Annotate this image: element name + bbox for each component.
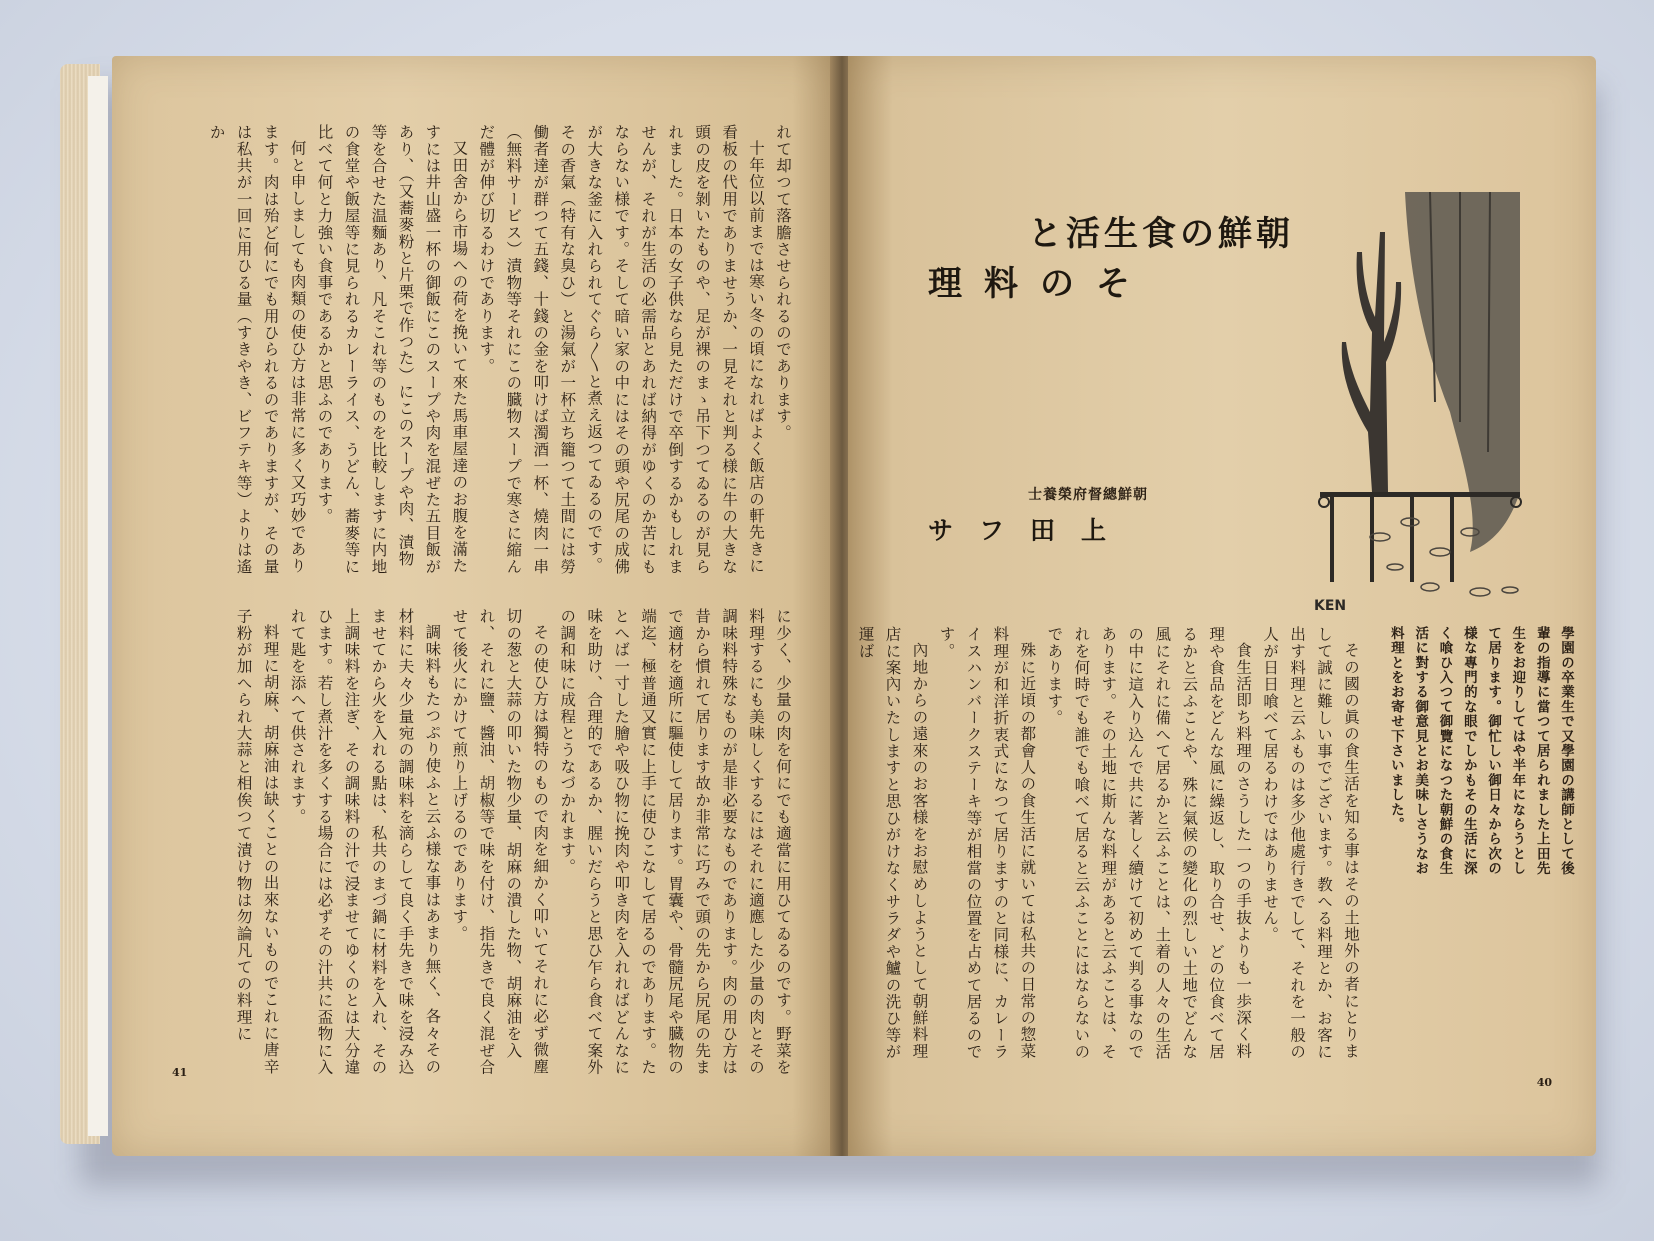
author-affiliation: 士養榮府督總鮮朝 bbox=[1028, 487, 1148, 503]
paragraph: 十年位以前までは寒い冬の頃になればよく飯店の軒先きに看板の代用でありませうか、一見それと判る様に牛の大きな頭の皮を剝いたものや、足が裸のまゝ吊下つてゐるのが見られました。日本の女子供なら見ただけで卒倒するかもしれませんが、それが生活の必需品とあれば納得がゆくのか苦にもならない様です。そして暗い家の中にはその頭や尻尾の成佛が大きな釜に入れられてぐら〳〵と煮え返つてゐるのです。その香氣（特有な臭ひ）と湯氣が一杯立ち籠つて土間には勞働者達が群つて五錢、十錢の金を叩けば濁酒一杯、燒肉一串（無料サービス）漬物等それにこの臓物スープで寒さに縮んだ體が伸び切るわけであります。 bbox=[477, 124, 766, 575]
left-page bbox=[112, 56, 836, 1156]
left-bottom-text-block bbox=[156, 608, 796, 1078]
open-magazine bbox=[60, 56, 1600, 1176]
paragraph: に少く、少量の肉を何にでも適當に用ひてゐるのです。野菜を料理するにも美味しくするにはそれに適應した少量の肉とその調味料特殊なものが是非必要なものであります。肉の用ひ方は昔から慣れて居ります故か非常に巧みで頭の先から尻尾の先まで適材を適所に驅使して居ります。胃囊や、骨髓尻尾や臓物の端迄、極普通又實に上手に使ひこなして居るのであります。たとへば一寸した膾や吸ひ物に挽肉や叩き肉を入れればどんなに味を助け、合理的であるか、腥いだらうと思ひ乍ら食べて案外の調和味に成程とうなづかれます。 bbox=[558, 608, 792, 1076]
paragraph: 料理に胡麻、胡麻油は缺くことの出來ないものでこれに唐辛子粉が加へられ大蒜と相俟つて漬け物は勿論凡ての料理に bbox=[234, 608, 280, 1075]
page-number-right: 40 bbox=[1536, 1076, 1552, 1089]
right-page bbox=[848, 56, 1596, 1156]
tree-curtain-illustration bbox=[1310, 192, 1540, 612]
paragraph: れて却つて落膽させられるのであります。 bbox=[774, 124, 792, 442]
author-name: サフ田上 bbox=[928, 516, 1133, 545]
illustration-signature: KEN bbox=[1314, 598, 1347, 614]
paragraph: 又田舍から市場への荷を挽いて來た馬車屋達のお腹を滿たすには井山盛一杯の御飯にこのスープや肉を混ぜた五目飯があり、（又蕎麥粉と片栗で作つた）にこのスープや肉、漬物等を合せた温麵あり、凡そこれ等のものを比較しますに内地の食堂や飯屋等に見られるカレーライス、うどん、蕎麥等に比べて何と力強い食事であるかと思ふのであります。 bbox=[315, 124, 469, 575]
paragraph: その國の眞の食生活を知る事はその土地外の者にとりまして誠に難しい事でございます。教へる料理とか、お客に出す料理と云ふものは多少他處行きでして、それを一般の人が日日喰べて居るわけではありません。 bbox=[1261, 626, 1360, 1061]
editor-note-text bbox=[1368, 626, 1578, 876]
white-cover-edge bbox=[88, 76, 108, 1136]
paragraph: 食生活即ち料理のさうした一つの手抜よりも一歩深く料理や食品をどんな風に繰返し、取り合せ、どの位食べて居るかと云ふことや、殊に氣候の變化の烈しい土地でどんな風にそれに備へて居るかと云ふことは、土着の人々の生活の中に這入り込んで共に著しく續けて初めて判る事なのであります。その土地に斯んな料理があると云ふことは、それを何時でも誰でも喰べて居ると云ふことにはならないのであります。 bbox=[1045, 626, 1253, 1061]
paragraph: その使ひ方は獨特のもので肉を細かく叩いてそれに必ず微塵切の葱と大蒜の叩いた物少量、胡麻の潰した物、胡麻油を入れ、それに鹽、醬油、胡椒等で味を付け、指先きで良く混ぜ合せて後火にかけて煎り上げるのであります。 bbox=[450, 608, 550, 1076]
right-body-text bbox=[856, 626, 1364, 1066]
left-top-text-block bbox=[156, 124, 796, 576]
paragraph: 內地からの遠來のお客様をお慰めしようとして朝鮮料理店に案內いたしますと思ひがけなくサラダや鱸の洗ひ等が運ば bbox=[856, 626, 929, 1061]
article-title-line-2: 理料のそ bbox=[928, 264, 1152, 304]
page-number-left: 41 bbox=[172, 1066, 188, 1079]
paragraph: 學園の卒業生で又學園の講師として後輩の指導に當つて居られました上田先生をお迎りしてはや半年にならうとして居ります。御忙しい御日々から次の様な專門的な眼でしかもその生活に深く喰ひ入つて御覽になつた朝鮮の食生活に對する御意見とお美味しさうなお料理とをお寄せ下さいました。 bbox=[1387, 626, 1574, 876]
paragraph: 何と申しましても肉類の使ひ方は非常に多く又巧妙であります。肉は殆ど何にでも用ひられるのでありますが、その量は私共が一回に用ひる量（すきやき、ビフテキ等）よりは遙か bbox=[207, 124, 307, 575]
article-title-line-1: と活生食の鮮朝 bbox=[1028, 214, 1294, 254]
paragraph: 調味料もたつぷり使ふと云ふ様な事はあまり無く、各々その材料に夫々少量宛の調味料を滴らして良く手先きで味を浸み込ませてから火を入れる點は、私共のまづ鍋に材料を入れ、その上調味料を注ぎ、その調味料の汁で浸ませてゆくのとは大分違ひます。若し煮汁を多くする場合には必ずその汁共に盃物に入れて匙を添へて供されます。 bbox=[288, 608, 442, 1076]
editor-note bbox=[1368, 626, 1578, 876]
paragraph: 殊に近頃の都會人の食生活に就いては私共の日常の惣菜料理が和洋折衷式になつて居りますのと同様に、カレーライスハンバークステーキ等が相當の位置を占めて居るのです。 bbox=[937, 626, 1037, 1061]
